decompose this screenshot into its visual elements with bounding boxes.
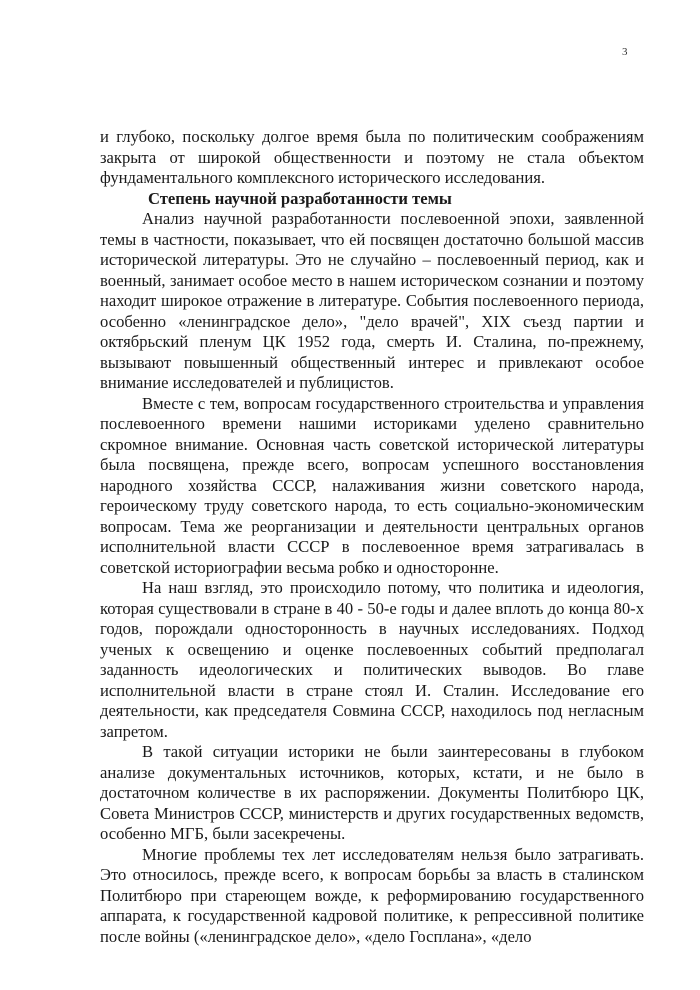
paragraph-5: Многие проблемы тех лет исследователям нельзя было затрагивать. Это относилось, прежде всего, к вопросам борьбы за власть в сталинском Политбюро при стареющем вожде, к реформированию государственного аппарата, к государственной кадровой политике, к репрессивной политике после войны («ленинградское дело», «дело Госплана», «дело [100, 844, 644, 946]
paragraph-intro: и глубоко, поскольку долгое время была по политическим соображениям закрыта от широкой общественности и поэтому не стала объектом фундаментального комплексного исторического исследования. [100, 127, 644, 187]
page-number: 3 [622, 46, 628, 58]
paragraph-3: На наш взгляд, это происходило потому, что политика и идеология, которая существовали в стране в 40 - 50-е годы и далее вплоть до конца 80-х годов, порождали односторонность в научных исследованиях. Подход ученых к освещению и оценке послевоенных событий предполагал заданность идеологических и политических выводов. Во главе исполнительной власти в стране стоял И. Сталин. Исследование его деятельности, как председателя Совмина СССР, находилось под негласным запретом. [100, 578, 644, 741]
paragraph-2: Вместе с тем, вопросам государственного строительства и управления послевоенного времени нашими историками уделено сравнительно скромное внимание. Основная часть советской исторической литературы была посвящена, прежде всего, вопросам успешного восстановления народного хозяйства СССР, налаживания жизни советского народа, героическому труду советского народа, то есть социально-экономическим вопросам. Тема же реорганизации и деятельности центральных органов исполнительной власти СССР в послевоенное время затрагивалась в советской историографии весьма робко и односторонне. [100, 393, 644, 577]
document-body [100, 127, 644, 947]
paragraph-4: В такой ситуации историки не были заинтересованы в глубоком анализе документальных источников, которых, кстати, и не было в достаточном количестве в их распоряжении. Документы Политбюро ЦК, Совета Министров СССР, министерств и других государственных ведомств, особенно МГБ, были засекречены. [100, 742, 644, 843]
paragraph-1: Анализ научной разработанности послевоенной эпохи, заявленной темы в частности, показывает, что ей посвящен достаточно большой массив исторической литературы. Это не случайно – послевоенный период, как и военный, занимает особое место в нашем историческом сознании и поэтому находит широкое отражение в литературе. События послевоенного периода, особенно «ленинградское дело», "дело врачей", XIX съезд партии и октябрьский пленум ЦК 1952 года, смерть И. Сталина, по-прежнему, вызывают повышенный общественный интерес и привлекают особое внимание исследователей и публицистов. [100, 209, 644, 392]
section-heading: Степень научной разработанности темы [148, 188, 452, 208]
